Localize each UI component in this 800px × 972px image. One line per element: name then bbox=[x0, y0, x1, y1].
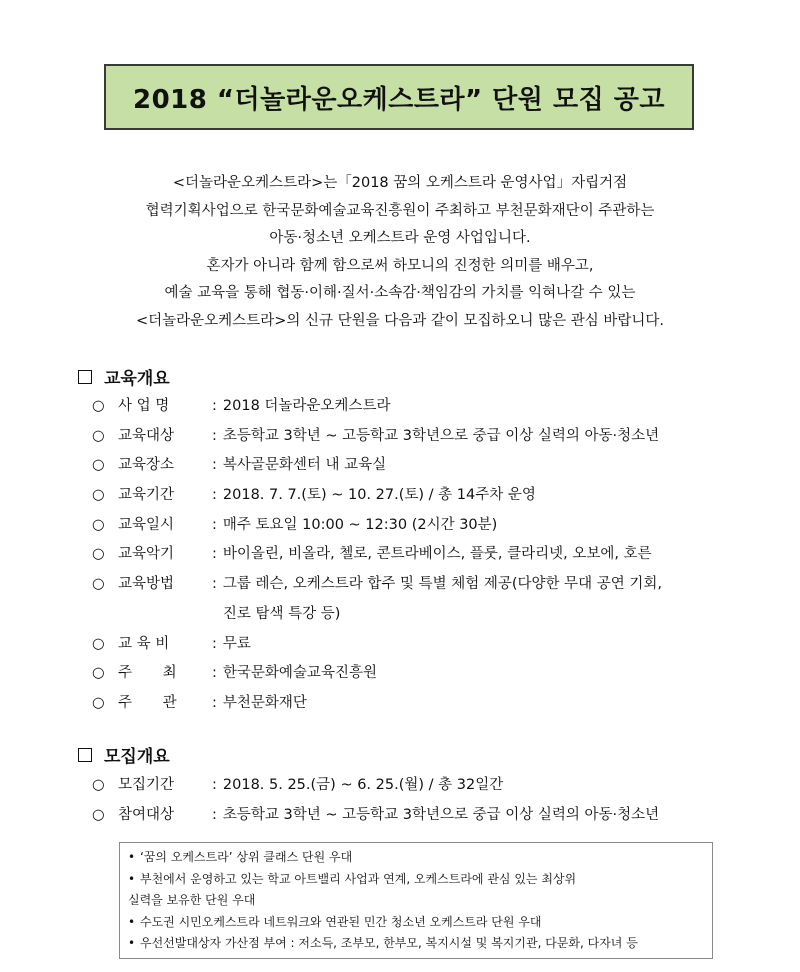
recruitment-overview-list bbox=[92, 770, 659, 830]
dot-bullet-icon: • bbox=[128, 914, 136, 929]
item-label: 참여대상 bbox=[118, 807, 175, 823]
intro-paragraph bbox=[30, 170, 770, 335]
circle-bullet-icon: ○ bbox=[92, 457, 105, 474]
circle-bullet-icon: ○ bbox=[92, 694, 105, 711]
item-label: 교육방법 bbox=[118, 576, 175, 593]
intro-line: 예술 교육을 통해 협동·이해·질서·소속감·책임감의 가치를 익혀나갈 수 있는 bbox=[164, 285, 636, 301]
list-item: ○ 교육방법 : 그룹 레슨, 오케스트라 합주 및 특별 체험 제공(다양한 무대 공연 기회, 진로 탐색 특강 등) bbox=[92, 570, 662, 629]
note-text: ‘꿈의 오케스트라’ 상위 클래스 단원 우대 bbox=[140, 850, 353, 864]
item-value: 2018. 7. 7.(토) ~ 10. 27.(토) / 총 14주차 운영 bbox=[222, 487, 536, 504]
circle-bullet-icon: ○ bbox=[92, 546, 105, 563]
list-item: ○ 교 육 비 : 무료 bbox=[92, 630, 662, 660]
circle-bullet-icon: ○ bbox=[92, 427, 105, 444]
note-item bbox=[128, 847, 704, 869]
intro-line: <더놀라운오케스트라>는「2018 꿈의 오케스트라 운영사업」자립거점 bbox=[172, 175, 628, 191]
item-value: 2018. 5. 25.(금) ~ 6. 25.(월) / 총 32일간 bbox=[222, 777, 504, 793]
title-box bbox=[104, 64, 694, 130]
item-value: 부천문화재단 bbox=[222, 694, 307, 711]
circle-bullet-icon: ○ bbox=[92, 635, 105, 652]
education-overview-list bbox=[92, 392, 662, 719]
item-value-continued: 진로 탐색 특강 등) bbox=[222, 605, 341, 622]
item-label: 교 육 비 bbox=[118, 635, 170, 652]
circle-bullet-icon: ○ bbox=[92, 398, 105, 414]
intro-line: 협력기획사업으로 한국문화예술교육진흥원이 주최하고 부천문화재단이 주관하는 bbox=[145, 202, 655, 219]
list-item: ○ 주 최 : 한국문화예술교육진흥원 bbox=[92, 659, 662, 689]
item-label: 교육기간 bbox=[118, 487, 175, 504]
section-title: 모집개요 bbox=[104, 747, 170, 767]
list-item: ○ 교육장소 : 복사골문화센터 내 교육실 bbox=[92, 451, 662, 481]
note-text: 부천에서 운영하고 있는 학교 아트밸리 사업과 연계, 오케스트라에 관심 있는 최상위 bbox=[140, 871, 577, 886]
item-value: 초등학교 3학년 ~ 고등학교 3학년으로 중급 이상 실력의 아동·청소년 bbox=[222, 427, 660, 444]
item-value: 한국문화예술교육진흥원 bbox=[222, 665, 377, 682]
circle-bullet-icon: ○ bbox=[92, 807, 105, 823]
intro-line: <더놀라운오케스트라>의 신규 단원을 다음과 같이 모집하오니 많은 관심 바랍니다. bbox=[135, 312, 664, 329]
note-text: 우선선발대상자 가산점 부여 : 저소득, 조부모, 한부모, 복지시설 및 복지기관, 다문화, 다자녀 등 bbox=[140, 936, 638, 951]
dot-bullet-icon: • bbox=[128, 850, 136, 864]
circle-bullet-icon: ○ bbox=[92, 487, 105, 504]
note-item bbox=[128, 869, 704, 891]
item-label: 모집기간 bbox=[118, 777, 175, 793]
list-item: ○ 교육대상 : 초등학교 3학년 ~ 고등학교 3학년으로 중급 이상 실력의 아동·청소년 bbox=[92, 422, 662, 452]
item-value: 2018 더놀라운오케스트라 bbox=[222, 398, 391, 414]
item-value: 복사골문화센터 내 교육실 bbox=[222, 457, 387, 474]
item-label: 교육일시 bbox=[118, 516, 175, 533]
item-label: 교육장소 bbox=[118, 457, 175, 474]
item-label: 교육악기 bbox=[118, 546, 175, 563]
page-title: 2018 “더놀라운오케스트라” 단원 모집 공고 bbox=[133, 84, 665, 115]
intro-line: 혼자가 아니라 함께 함으로써 하모니의 진정한 의미를 배우고, bbox=[206, 257, 594, 274]
note-text: 수도권 시민오케스트라 네트워크와 연관된 민간 청소년 오케스트라 단원 우대 bbox=[140, 914, 542, 929]
list-item: ○ 주 관 : 부천문화재단 bbox=[92, 689, 662, 719]
item-value: 매주 토요일 10:00 ~ 12:30 (2시간 30분) bbox=[222, 516, 498, 533]
item-label: 사 업 명 bbox=[118, 398, 170, 414]
list-item: ○ 참여대상 : 초등학교 3학년 ~ 고등학교 3학년으로 중급 이상 실력의 아동·청소년 bbox=[92, 800, 659, 830]
circle-bullet-icon: ○ bbox=[92, 516, 105, 533]
checkbox-icon bbox=[78, 370, 92, 384]
circle-bullet-icon: ○ bbox=[92, 665, 105, 682]
note-text-continued: 실력을 보유한 단원 우대 bbox=[128, 893, 256, 908]
preference-note-box bbox=[119, 842, 713, 959]
section-heading-education bbox=[78, 364, 170, 389]
item-value: 무료 bbox=[222, 635, 251, 652]
item-label: 교육대상 bbox=[118, 427, 175, 444]
item-label: 주 최 bbox=[118, 665, 177, 682]
note-item bbox=[128, 912, 704, 934]
list-item: ○ 교육악기 : 바이올린, 비올라, 첼로, 콘트라베이스, 플룻, 클라리넷, 오보에, 호른 bbox=[92, 540, 662, 570]
list-item: ○ 모집기간 : 2018. 5. 25.(금) ~ 6. 25.(월) / 총 32일간 bbox=[92, 770, 659, 800]
intro-line: 아동·청소년 오케스트라 운영 사업입니다. bbox=[269, 230, 531, 246]
dot-bullet-icon: • bbox=[128, 871, 136, 886]
list-item: ○ 교육기간 : 2018. 7. 7.(토) ~ 10. 27.(토) / 총 14주차 운영 bbox=[92, 481, 662, 511]
note-item bbox=[128, 933, 704, 955]
circle-bullet-icon: ○ bbox=[92, 777, 105, 793]
item-label: 주 관 bbox=[118, 694, 177, 711]
list-item: ○ 사 업 명 : 2018 더놀라운오케스트라 bbox=[92, 392, 662, 422]
circle-bullet-icon: ○ bbox=[92, 576, 105, 593]
section-title: 교육개요 bbox=[104, 369, 170, 389]
dot-bullet-icon: • bbox=[128, 936, 136, 951]
checkbox-icon bbox=[78, 748, 92, 762]
list-item: ○ 교육일시 : 매주 토요일 10:00 ~ 12:30 (2시간 30분) bbox=[92, 511, 662, 541]
item-value: 초등학교 3학년 ~ 고등학교 3학년으로 중급 이상 실력의 아동·청소년 bbox=[222, 807, 660, 823]
item-value: 그룹 레슨, 오케스트라 합주 및 특별 체험 제공(다양한 무대 공연 기회, bbox=[222, 576, 663, 593]
section-heading-recruitment bbox=[78, 742, 170, 767]
item-value: 바이올린, 비올라, 첼로, 콘트라베이스, 플룻, 클라리넷, 오보에, 호른 bbox=[222, 546, 652, 563]
